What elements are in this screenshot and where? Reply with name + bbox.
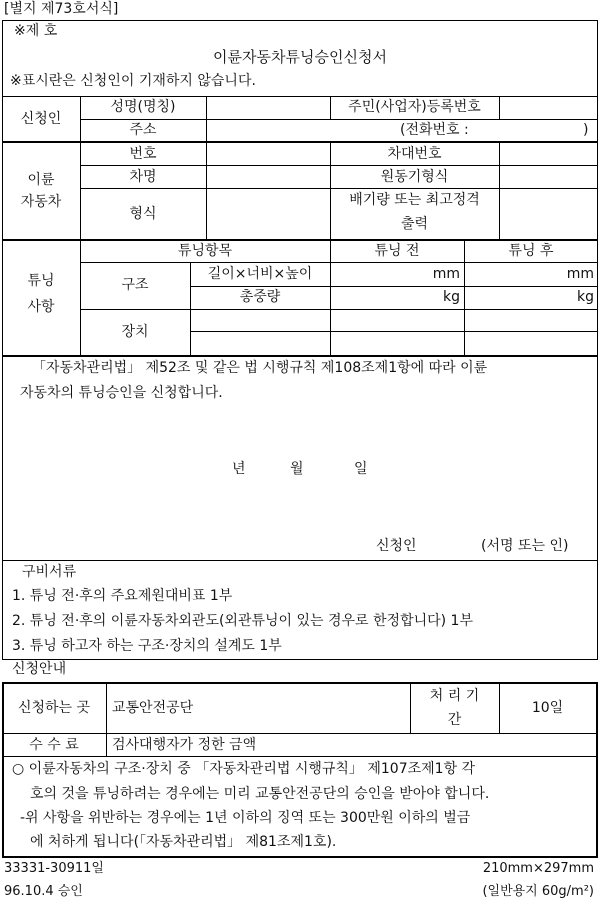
- statement-line-1: 「자동차관리법」 제52조 및 같은 법 시행규칙 제108조제1항에 따라 이륜: [32, 360, 488, 376]
- address-label: 주소: [129, 122, 157, 138]
- phone-label: (전화번호 :: [400, 122, 469, 138]
- divider: [499, 96, 500, 120]
- displacement-label: 배기량 또는 최고정격: [349, 192, 480, 208]
- vehicle-type-label: 형식: [129, 206, 157, 222]
- statement-line-2: 자동차의 튜닝승인을 신청합니다.: [20, 385, 223, 401]
- divider: [2, 733, 598, 734]
- guide-note-3: -위 사항을 위반하는 경우에는 1년 이하의 징역 또는 300만원 이하의 벌금: [20, 810, 471, 826]
- footer-paper: (일반용지 60g/m²): [482, 884, 594, 899]
- divider: [80, 309, 598, 310]
- divider: [2, 659, 598, 660]
- divider: [80, 188, 598, 189]
- name-label: 성명(명칭): [110, 99, 176, 115]
- divider: [2, 756, 598, 757]
- period-value: 10일: [531, 700, 564, 716]
- divider: [2, 96, 598, 97]
- divider: [80, 165, 598, 166]
- notice-text: ※표시란은 신청인이 기재하지 않습니다.: [10, 73, 256, 89]
- applicant-header: 신청인: [20, 111, 62, 127]
- divider: [206, 96, 207, 142]
- vehicle-header-2: 자동차: [20, 194, 62, 210]
- before-tuning-label: 튜닝 전: [374, 243, 420, 259]
- office-label: 신청하는 곳: [17, 700, 91, 716]
- guide-border-bottom: [2, 856, 598, 858]
- divider: [2, 141, 598, 143]
- date-month: 월: [290, 461, 304, 477]
- border-top: [2, 20, 598, 21]
- divider: [2, 560, 598, 561]
- guide-note-1: ○ 이륜자동차의 구조·장치 중 「자동차관리법 시행규칙」 제107조제1항 각: [12, 761, 476, 777]
- guide-note-4: 에 처하게 됩니다(「자동차관리법」 제81조제1호).: [30, 834, 337, 850]
- page-title: 이륜자동차튜닝승인신청서: [213, 48, 387, 66]
- divider: [190, 286, 598, 287]
- guide-note-2: 호의 것을 튜닝하려는 경우에는 미리 교통안전공단의 승인을 받아야 합니다.: [30, 786, 490, 802]
- divider: [80, 262, 598, 263]
- phone-close: ): [583, 122, 589, 138]
- docs-item-1: 1. 튜닝 전·후의 주요제원대비표 1부: [12, 588, 233, 604]
- date-year: 년: [232, 461, 246, 477]
- device-label: 장치: [121, 324, 149, 340]
- after-tuning-label: 튜닝 후: [508, 243, 554, 259]
- docs-item-2: 2. 튜닝 전·후의 이륜자동차외관도(외관튜닝이 있는 경우로 한정합니다) 1부: [12, 613, 473, 629]
- divider: [80, 119, 598, 120]
- tuning-header-2: 사항: [27, 299, 55, 315]
- weight-label: 총중량: [239, 289, 281, 305]
- tuning-header-1: 튜닝: [27, 273, 55, 289]
- vehicle-header-1: 이륜: [27, 172, 55, 188]
- office-value: 교통안전공단: [112, 700, 194, 716]
- footer-code: 33331-30911일: [4, 861, 104, 876]
- output-label: 출력: [400, 216, 429, 232]
- period-label-1: 처 리 기: [429, 688, 480, 704]
- guide-header: 신청안내: [12, 661, 67, 677]
- divider: [499, 142, 500, 240]
- before-mm-unit: mm: [432, 266, 460, 282]
- divider: [190, 331, 598, 332]
- vehicle-number-label: 번호: [129, 146, 157, 162]
- fee-value: 검사대행자가 정한 금액: [112, 737, 257, 753]
- after-kg-unit: kg: [577, 289, 594, 305]
- after-mm-unit: mm: [566, 266, 594, 282]
- footer-size: 210mm×297mm: [482, 861, 594, 876]
- docs-item-3: 3. 튜닝 하고자 하는 구조·장치의 설계도 1부: [12, 638, 282, 654]
- date-day: 일: [354, 461, 368, 477]
- divider: [2, 239, 598, 241]
- border-right: [597, 20, 598, 660]
- signature-label: 신청인: [376, 538, 417, 554]
- before-kg-unit: kg: [443, 289, 460, 305]
- form-label: [별지 제73호서식]: [4, 1, 119, 17]
- tuning-items-label: 튜닝항목: [177, 243, 233, 259]
- engine-type-label: 원동기형식: [380, 169, 449, 185]
- dimension-label: 길이×너비×높이: [207, 266, 313, 282]
- model-name-label: 차명: [129, 169, 157, 185]
- form-number: ※제 호: [14, 23, 58, 39]
- reg-number-label: 주민(사업자)등록번호: [348, 99, 481, 115]
- chassis-number-label: 차대번호: [387, 146, 442, 162]
- divider: [206, 142, 207, 240]
- guide-border-right: [596, 682, 598, 858]
- docs-header: 구비서류: [22, 564, 77, 580]
- period-label-2: 간: [447, 712, 462, 728]
- structure-label: 구조: [121, 277, 149, 293]
- fee-label: 수 수 료: [29, 737, 79, 753]
- footer-approved: 96.10.4 승인: [4, 884, 83, 899]
- guide-border-top: [2, 682, 598, 684]
- divider: [106, 683, 107, 756]
- divider: [2, 355, 598, 357]
- signature-note: (서명 또는 인): [481, 538, 569, 554]
